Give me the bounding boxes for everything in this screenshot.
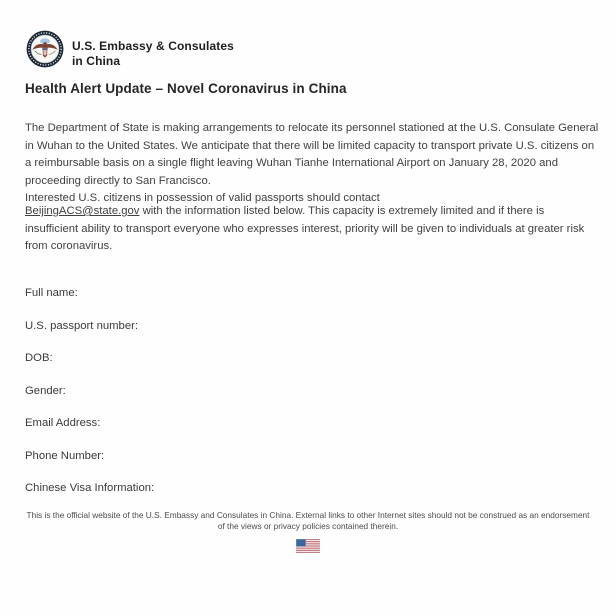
alert-paragraph-2-text: with the information listed below. This capacity is extremely limited and if there is insufficient ability to transport everyone who expresses interest, priority will be given to individuals at greater risk from coronavirus. (25, 205, 585, 253)
footer (0, 510, 616, 553)
org-name-line1: U.S. Embassy & Consulates (72, 39, 234, 53)
form-field-gender: Gender: (25, 384, 66, 397)
org-name (72, 39, 234, 69)
us-flag-icon (0, 539, 616, 553)
form-field-dob: DOB: (25, 352, 53, 364)
footer-disclaimer: This is the official website of the U.S. Embassy and Consulates in China. External links to other Internet sites should not be construed as an endorsement of the views or privacy policies contained therein. (26, 510, 590, 531)
form-field-full-name: Full name: (25, 287, 78, 299)
alert-paragraph-1-contact-text: Interested U.S. citizens in possession of valid passports should contact (25, 192, 380, 205)
form-field-email: Email Address: (25, 417, 101, 429)
header (26, 30, 234, 73)
us-embassy-seal-icon (26, 30, 64, 73)
alert-paragraph-1 (25, 120, 599, 208)
org-name-line2: in China (72, 54, 121, 68)
form-field-passport-number: U.S. passport number: (25, 319, 139, 332)
email-link[interactable]: BeijingACS@state.gov (25, 205, 140, 217)
page-title: Health Alert Update – Novel Coronavirus in China (25, 81, 347, 96)
form-field-phone: Phone Number: (25, 449, 105, 462)
form-field-visa-info: Chinese Visa Information: (25, 482, 155, 494)
alert-paragraph-1-text: The Department of State is making arrangements to relocate its personnel stationed at the U.S. Consulate General in Wuhan to the United States. We anticipate that there will be limited capacity to transport private U.S. citizens on a reimbursable basis on a single flight leaving Wuhan Tianhe International Airport on January 28, 2020 and proceeding directly to San Francisco. (25, 122, 599, 187)
form-field-list (25, 287, 154, 495)
alert-paragraph-2 (25, 203, 599, 256)
